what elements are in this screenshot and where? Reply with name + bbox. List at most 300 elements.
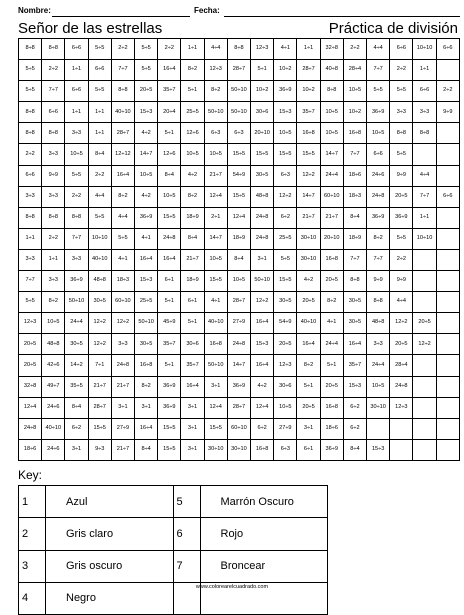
grid-cell[interactable]: 16÷8 bbox=[297, 123, 320, 144]
grid-cell[interactable]: 2÷2 bbox=[390, 60, 413, 81]
grid-cell[interactable]: 40÷10 bbox=[204, 313, 227, 334]
grid-cell[interactable]: 16÷4 bbox=[251, 355, 274, 376]
grid-cell[interactable]: 16÷4 bbox=[158, 60, 181, 81]
grid-cell[interactable]: 10÷5 bbox=[204, 249, 227, 270]
grid-cell[interactable]: 18÷6 bbox=[19, 439, 42, 460]
grid-cell[interactable] bbox=[413, 355, 436, 376]
grid-cell[interactable]: 28÷7 bbox=[111, 123, 134, 144]
grid-cell[interactable]: 10÷2 bbox=[251, 81, 274, 102]
grid-cell[interactable]: 10÷10 bbox=[88, 228, 111, 249]
grid-cell[interactable]: 35÷7 bbox=[181, 355, 204, 376]
grid-cell[interactable]: 24÷4 bbox=[65, 313, 88, 334]
grid-cell[interactable]: 8÷4 bbox=[65, 397, 88, 418]
grid-cell[interactable]: 5÷5 bbox=[65, 165, 88, 186]
grid-cell[interactable]: 21÷7 bbox=[181, 249, 204, 270]
grid-cell[interactable]: 5÷5 bbox=[274, 249, 297, 270]
grid-cell[interactable] bbox=[413, 397, 436, 418]
grid-cell[interactable]: 8÷2 bbox=[181, 60, 204, 81]
grid-cell[interactable]: 36÷9 bbox=[274, 81, 297, 102]
grid-cell[interactable]: 2÷2 bbox=[158, 39, 181, 60]
grid-cell[interactable]: 30÷5 bbox=[135, 334, 158, 355]
grid-cell[interactable]: 4÷4 bbox=[204, 39, 227, 60]
grid-cell[interactable]: 15÷5 bbox=[204, 271, 227, 292]
grid-cell[interactable]: 10÷10 bbox=[413, 39, 436, 60]
grid-cell[interactable] bbox=[413, 376, 436, 397]
grid-cell[interactable]: 35÷7 bbox=[158, 334, 181, 355]
grid-cell[interactable]: 15÷3 bbox=[135, 271, 158, 292]
grid-cell[interactable]: 8÷4 bbox=[158, 165, 181, 186]
grid-cell[interactable] bbox=[413, 249, 436, 270]
grid-cell[interactable]: 8÷8 bbox=[65, 207, 88, 228]
grid-cell[interactable]: 10÷5 bbox=[42, 313, 65, 334]
grid-cell[interactable]: 30÷10 bbox=[297, 228, 320, 249]
grid-cell[interactable]: 40÷10 bbox=[297, 313, 320, 334]
grid-cell[interactable]: 40÷10 bbox=[88, 249, 111, 270]
grid-cell[interactable]: 15÷5 bbox=[227, 186, 250, 207]
grid-cell[interactable]: 9÷9 bbox=[367, 271, 390, 292]
grid-cell[interactable]: 6÷6 bbox=[88, 60, 111, 81]
grid-cell[interactable]: 5÷1 bbox=[181, 313, 204, 334]
grid-cell[interactable]: 8÷4 bbox=[227, 249, 250, 270]
grid-cell[interactable] bbox=[436, 207, 459, 228]
grid-cell[interactable]: 8÷2 bbox=[320, 292, 343, 313]
grid-cell[interactable]: 6÷2 bbox=[343, 397, 366, 418]
grid-cell[interactable]: 12÷3 bbox=[390, 397, 413, 418]
grid-cell[interactable]: 6÷2 bbox=[274, 207, 297, 228]
grid-cell[interactable]: 50÷10 bbox=[135, 313, 158, 334]
grid-cell[interactable]: 15÷5 bbox=[158, 207, 181, 228]
grid-cell[interactable]: 8÷8 bbox=[19, 102, 42, 123]
grid-cell[interactable]: 1÷1 bbox=[88, 102, 111, 123]
grid-cell[interactable]: 7÷7 bbox=[343, 249, 366, 270]
grid-cell[interactable]: 60÷10 bbox=[227, 418, 250, 439]
grid-cell[interactable]: 5÷5 bbox=[390, 81, 413, 102]
grid-cell[interactable]: 3÷3 bbox=[111, 334, 134, 355]
grid-cell[interactable]: 24÷8 bbox=[227, 334, 250, 355]
grid-cell[interactable]: 10÷10 bbox=[413, 228, 436, 249]
grid-cell[interactable]: 20÷5 bbox=[274, 334, 297, 355]
grid-cell[interactable] bbox=[436, 355, 459, 376]
grid-cell[interactable]: 21÷7 bbox=[88, 376, 111, 397]
grid-cell[interactable] bbox=[413, 292, 436, 313]
grid-cell[interactable]: 54÷9 bbox=[227, 165, 250, 186]
grid-cell[interactable]: 10÷5 bbox=[181, 144, 204, 165]
grid-cell[interactable]: 48÷8 bbox=[367, 313, 390, 334]
grid-cell[interactable]: 14÷7 bbox=[135, 144, 158, 165]
grid-cell[interactable]: 5÷1 bbox=[181, 81, 204, 102]
grid-cell[interactable]: 50÷10 bbox=[227, 81, 250, 102]
grid-cell[interactable]: 9÷9 bbox=[390, 271, 413, 292]
grid-cell[interactable]: 36÷9 bbox=[320, 439, 343, 460]
grid-cell[interactable]: 3÷1 bbox=[135, 397, 158, 418]
grid-cell[interactable]: 27÷9 bbox=[274, 418, 297, 439]
grid-cell[interactable]: 4÷4 bbox=[111, 207, 134, 228]
grid-cell[interactable]: 10÷5 bbox=[367, 376, 390, 397]
grid-cell[interactable]: 5÷5 bbox=[390, 228, 413, 249]
grid-cell[interactable]: 12÷2 bbox=[111, 313, 134, 334]
grid-cell[interactable]: 4÷1 bbox=[204, 292, 227, 313]
grid-cell[interactable]: 20÷5 bbox=[297, 397, 320, 418]
grid-cell[interactable]: 27÷9 bbox=[227, 313, 250, 334]
grid-cell[interactable] bbox=[436, 228, 459, 249]
grid-cell[interactable]: 5÷1 bbox=[158, 292, 181, 313]
grid-cell[interactable]: 12÷3 bbox=[19, 313, 42, 334]
grid-cell[interactable] bbox=[413, 439, 436, 460]
grid-cell[interactable]: 18÷9 bbox=[181, 207, 204, 228]
grid-cell[interactable]: 30÷5 bbox=[343, 292, 366, 313]
grid-cell[interactable]: 30÷10 bbox=[227, 439, 250, 460]
grid-cell[interactable]: 4÷2 bbox=[297, 271, 320, 292]
grid-cell[interactable]: 24÷4 bbox=[320, 334, 343, 355]
grid-cell[interactable]: 20÷5 bbox=[320, 271, 343, 292]
grid-cell[interactable]: 30÷6 bbox=[274, 376, 297, 397]
grid-cell[interactable]: 18÷9 bbox=[343, 228, 366, 249]
grid-cell[interactable]: 12÷4 bbox=[204, 186, 227, 207]
grid-cell[interactable]: 15÷3 bbox=[274, 102, 297, 123]
grid-cell[interactable]: 20÷5 bbox=[19, 355, 42, 376]
grid-cell[interactable]: 8÷8 bbox=[320, 81, 343, 102]
grid-cell[interactable]: 10÷5 bbox=[274, 397, 297, 418]
grid-cell[interactable]: 20÷10 bbox=[320, 228, 343, 249]
grid-cell[interactable]: 3÷1 bbox=[181, 439, 204, 460]
grid-cell[interactable]: 8÷4 bbox=[88, 144, 111, 165]
grid-cell[interactable]: 8÷8 bbox=[390, 123, 413, 144]
grid-cell[interactable]: 12÷2 bbox=[251, 292, 274, 313]
grid-cell[interactable]: 16÷4 bbox=[111, 165, 134, 186]
grid-cell[interactable]: 30÷5 bbox=[251, 165, 274, 186]
grid-cell[interactable]: 60÷10 bbox=[320, 186, 343, 207]
grid-cell[interactable]: 8÷2 bbox=[111, 186, 134, 207]
grid-cell[interactable]: 8÷4 bbox=[343, 439, 366, 460]
grid-cell[interactable]: 1÷1 bbox=[297, 39, 320, 60]
grid-cell[interactable]: 10÷5 bbox=[320, 102, 343, 123]
grid-cell[interactable]: 15÷5 bbox=[158, 439, 181, 460]
grid-cell[interactable]: 8÷8 bbox=[19, 123, 42, 144]
grid-cell[interactable]: 3÷3 bbox=[42, 186, 65, 207]
grid-cell[interactable]: 12÷4 bbox=[251, 397, 274, 418]
grid-cell[interactable] bbox=[413, 418, 436, 439]
grid-cell[interactable]: 35÷7 bbox=[343, 355, 366, 376]
grid-cell[interactable]: 3÷3 bbox=[19, 249, 42, 270]
grid-cell[interactable]: 8÷4 bbox=[343, 207, 366, 228]
grid-cell[interactable]: 25÷5 bbox=[274, 228, 297, 249]
grid-cell[interactable]: 10÷5 bbox=[158, 186, 181, 207]
grid-cell[interactable]: 8÷8 bbox=[19, 207, 42, 228]
grid-cell[interactable]: 10÷5 bbox=[135, 165, 158, 186]
grid-cell[interactable]: 12÷3 bbox=[204, 60, 227, 81]
grid-cell[interactable]: 30÷6 bbox=[181, 334, 204, 355]
grid-cell[interactable]: 3÷3 bbox=[390, 102, 413, 123]
grid-cell[interactable]: 4÷1 bbox=[135, 228, 158, 249]
grid-cell[interactable]: 5÷1 bbox=[320, 355, 343, 376]
grid-cell[interactable]: 40÷10 bbox=[42, 418, 65, 439]
grid-cell[interactable]: 12÷2 bbox=[88, 334, 111, 355]
grid-cell[interactable]: 3÷3 bbox=[367, 334, 390, 355]
grid-cell[interactable]: 5÷5 bbox=[19, 292, 42, 313]
grid-cell[interactable]: 28÷7 bbox=[88, 397, 111, 418]
grid-cell[interactable]: 3÷1 bbox=[65, 439, 88, 460]
grid-cell[interactable]: 1÷1 bbox=[42, 249, 65, 270]
grid-cell[interactable]: 24÷8 bbox=[19, 418, 42, 439]
grid-cell[interactable]: 5÷5 bbox=[88, 81, 111, 102]
grid-cell[interactable]: 2÷1 bbox=[204, 207, 227, 228]
grid-cell[interactable]: 30÷5 bbox=[88, 292, 111, 313]
grid-cell[interactable]: 8÷8 bbox=[111, 81, 134, 102]
grid-cell[interactable]: 30÷5 bbox=[343, 313, 366, 334]
grid-cell[interactable]: 24÷4 bbox=[320, 165, 343, 186]
grid-cell[interactable]: 24÷6 bbox=[367, 165, 390, 186]
grid-cell[interactable]: 6÷6 bbox=[65, 39, 88, 60]
grid-cell[interactable]: 6÷6 bbox=[436, 39, 459, 60]
grid-cell[interactable]: 4÷2 bbox=[135, 186, 158, 207]
grid-cell[interactable]: 16÷4 bbox=[158, 249, 181, 270]
grid-cell[interactable]: 5÷5 bbox=[135, 60, 158, 81]
grid-cell[interactable]: 18÷9 bbox=[227, 228, 250, 249]
grid-cell[interactable]: 36÷9 bbox=[158, 397, 181, 418]
grid-cell[interactable]: 16÷8 bbox=[343, 123, 366, 144]
grid-cell[interactable]: 7÷7 bbox=[65, 228, 88, 249]
grid-cell[interactable]: 36÷9 bbox=[367, 207, 390, 228]
grid-cell[interactable]: 2÷2 bbox=[42, 228, 65, 249]
grid-cell[interactable]: 5÷5 bbox=[367, 81, 390, 102]
grid-cell[interactable]: 21÷7 bbox=[111, 376, 134, 397]
grid-cell[interactable]: 21÷7 bbox=[297, 207, 320, 228]
grid-cell[interactable]: 10÷5 bbox=[343, 81, 366, 102]
grid-cell[interactable]: 6÷6 bbox=[413, 81, 436, 102]
grid-cell[interactable]: 12÷2 bbox=[274, 186, 297, 207]
grid-cell[interactable]: 5÷5 bbox=[88, 207, 111, 228]
grid-cell[interactable]: 16÷8 bbox=[204, 334, 227, 355]
grid-cell[interactable]: 8÷8 bbox=[42, 207, 65, 228]
grid-cell[interactable]: 1÷1 bbox=[65, 60, 88, 81]
grid-cell[interactable]: 8÷8 bbox=[413, 123, 436, 144]
grid-cell[interactable]: 8÷4 bbox=[181, 228, 204, 249]
grid-cell[interactable]: 30÷5 bbox=[65, 334, 88, 355]
grid-cell[interactable]: 2÷2 bbox=[42, 60, 65, 81]
grid-cell[interactable]: 40÷10 bbox=[111, 102, 134, 123]
grid-cell[interactable]: 32÷8 bbox=[19, 376, 42, 397]
grid-cell[interactable]: 5÷5 bbox=[111, 228, 134, 249]
grid-cell[interactable]: 21÷7 bbox=[204, 165, 227, 186]
grid-cell[interactable]: 10÷5 bbox=[204, 144, 227, 165]
grid-cell[interactable]: 6÷2 bbox=[65, 418, 88, 439]
grid-cell[interactable]: 8÷4 bbox=[135, 439, 158, 460]
grid-cell[interactable]: 18÷9 bbox=[181, 271, 204, 292]
grid-cell[interactable]: 6÷1 bbox=[181, 292, 204, 313]
grid-cell[interactable]: 28÷4 bbox=[390, 355, 413, 376]
grid-cell[interactable]: 20÷5 bbox=[135, 81, 158, 102]
grid-cell[interactable]: 15÷3 bbox=[343, 376, 366, 397]
grid-cell[interactable]: 10÷2 bbox=[297, 81, 320, 102]
grid-cell[interactable]: 12÷3 bbox=[274, 355, 297, 376]
grid-cell[interactable]: 36÷9 bbox=[65, 271, 88, 292]
grid-cell[interactable]: 20÷10 bbox=[251, 123, 274, 144]
grid-cell[interactable]: 6÷3 bbox=[274, 165, 297, 186]
grid-cell[interactable] bbox=[436, 334, 459, 355]
grid-cell[interactable]: 8÷8 bbox=[367, 292, 390, 313]
grid-cell[interactable]: 10÷5 bbox=[367, 123, 390, 144]
grid-cell[interactable]: 5÷5 bbox=[19, 81, 42, 102]
grid-cell[interactable]: 8÷2 bbox=[367, 228, 390, 249]
grid-cell[interactable]: 16÷8 bbox=[320, 249, 343, 270]
grid-cell[interactable]: 16÷4 bbox=[135, 249, 158, 270]
grid-cell[interactable] bbox=[390, 439, 413, 460]
grid-cell[interactable]: 6÷2 bbox=[251, 418, 274, 439]
grid-cell[interactable]: 12÷12 bbox=[111, 144, 134, 165]
grid-cell[interactable]: 6÷6 bbox=[367, 144, 390, 165]
grid-cell[interactable] bbox=[436, 313, 459, 334]
grid-cell[interactable]: 36÷9 bbox=[158, 376, 181, 397]
grid-cell[interactable]: 8÷8 bbox=[227, 39, 250, 60]
grid-cell[interactable]: 9÷3 bbox=[88, 439, 111, 460]
grid-cell[interactable]: 1÷1 bbox=[181, 39, 204, 60]
grid-cell[interactable]: 42÷6 bbox=[42, 355, 65, 376]
grid-cell[interactable]: 2÷2 bbox=[111, 39, 134, 60]
grid-cell[interactable]: 1÷1 bbox=[413, 207, 436, 228]
grid-cell[interactable]: 50÷10 bbox=[65, 292, 88, 313]
grid-cell[interactable]: 20÷5 bbox=[413, 313, 436, 334]
grid-cell[interactable]: 7÷7 bbox=[111, 60, 134, 81]
grid-cell[interactable]: 18÷3 bbox=[111, 271, 134, 292]
grid-cell[interactable]: 16÷8 bbox=[135, 355, 158, 376]
grid-cell[interactable]: 24÷8 bbox=[251, 207, 274, 228]
grid-cell[interactable]: 16÷4 bbox=[181, 376, 204, 397]
grid-cell[interactable]: 8÷2 bbox=[297, 355, 320, 376]
grid-cell[interactable]: 16÷4 bbox=[343, 334, 366, 355]
grid-cell[interactable]: 8÷2 bbox=[135, 376, 158, 397]
grid-cell[interactable]: 35÷7 bbox=[158, 81, 181, 102]
grid-cell[interactable] bbox=[413, 144, 436, 165]
grid-cell[interactable]: 30÷10 bbox=[297, 249, 320, 270]
grid-cell[interactable]: 32÷8 bbox=[320, 39, 343, 60]
grid-cell[interactable]: 15÷5 bbox=[297, 144, 320, 165]
grid-cell[interactable]: 4÷1 bbox=[320, 313, 343, 334]
grid-cell[interactable]: 16÷8 bbox=[320, 397, 343, 418]
grid-cell[interactable]: 15÷5 bbox=[274, 271, 297, 292]
grid-cell[interactable]: 50÷10 bbox=[204, 355, 227, 376]
grid-cell[interactable]: 7÷7 bbox=[343, 144, 366, 165]
grid-cell[interactable]: 4÷2 bbox=[135, 123, 158, 144]
grid-cell[interactable]: 1÷1 bbox=[88, 123, 111, 144]
grid-cell[interactable]: 12÷6 bbox=[158, 144, 181, 165]
grid-cell[interactable]: 12÷2 bbox=[390, 313, 413, 334]
grid-cell[interactable]: 4÷1 bbox=[111, 249, 134, 270]
grid-cell[interactable]: 14÷2 bbox=[65, 355, 88, 376]
grid-cell[interactable]: 48÷8 bbox=[88, 271, 111, 292]
grid-cell[interactable]: 8÷8 bbox=[42, 123, 65, 144]
grid-cell[interactable]: 30÷5 bbox=[274, 292, 297, 313]
grid-cell[interactable]: 15÷3 bbox=[367, 439, 390, 460]
grid-cell[interactable]: 35÷7 bbox=[297, 102, 320, 123]
grid-cell[interactable]: 7÷7 bbox=[367, 249, 390, 270]
grid-cell[interactable]: 2÷2 bbox=[88, 165, 111, 186]
grid-cell[interactable]: 3÷3 bbox=[65, 249, 88, 270]
grid-cell[interactable]: 2÷2 bbox=[65, 186, 88, 207]
grid-cell[interactable]: 24÷8 bbox=[158, 228, 181, 249]
grid-cell[interactable]: 15÷5 bbox=[251, 144, 274, 165]
grid-cell[interactable]: 14÷7 bbox=[297, 186, 320, 207]
grid-cell[interactable]: 50÷10 bbox=[204, 102, 227, 123]
grid-cell[interactable]: 50÷10 bbox=[227, 102, 250, 123]
grid-cell[interactable]: 2÷2 bbox=[19, 144, 42, 165]
grid-cell[interactable]: 16÷4 bbox=[135, 418, 158, 439]
grid-cell[interactable]: 9÷9 bbox=[390, 165, 413, 186]
grid-cell[interactable]: 49÷7 bbox=[42, 376, 65, 397]
grid-cell[interactable] bbox=[436, 271, 459, 292]
grid-cell[interactable] bbox=[436, 376, 459, 397]
grid-cell[interactable]: 12÷2 bbox=[413, 334, 436, 355]
grid-cell[interactable]: 8÷8 bbox=[343, 271, 366, 292]
grid-cell[interactable]: 3÷3 bbox=[42, 144, 65, 165]
grid-cell[interactable]: 12÷3 bbox=[251, 39, 274, 60]
grid-cell[interactable]: 7÷7 bbox=[367, 60, 390, 81]
grid-cell[interactable]: 6÷6 bbox=[42, 102, 65, 123]
grid-cell[interactable]: 8÷2 bbox=[204, 81, 227, 102]
grid-cell[interactable] bbox=[436, 123, 459, 144]
grid-cell[interactable]: 3÷3 bbox=[19, 186, 42, 207]
grid-cell[interactable]: 15÷5 bbox=[158, 418, 181, 439]
grid-cell[interactable]: 18÷3 bbox=[343, 186, 366, 207]
grid-cell[interactable]: 21÷7 bbox=[320, 207, 343, 228]
grid-cell[interactable]: 14÷7 bbox=[227, 355, 250, 376]
grid-cell[interactable]: 1÷1 bbox=[65, 102, 88, 123]
grid-cell[interactable]: 18÷6 bbox=[343, 165, 366, 186]
grid-cell[interactable]: 24÷4 bbox=[367, 355, 390, 376]
grid-cell[interactable]: 3÷3 bbox=[42, 271, 65, 292]
grid-cell[interactable]: 28÷7 bbox=[297, 60, 320, 81]
grid-cell[interactable]: 4÷2 bbox=[251, 376, 274, 397]
grid-cell[interactable]: 9÷9 bbox=[436, 102, 459, 123]
grid-cell[interactable]: 6÷6 bbox=[390, 39, 413, 60]
grid-cell[interactable]: 4÷4 bbox=[88, 186, 111, 207]
grid-cell[interactable]: 16÷4 bbox=[251, 313, 274, 334]
grid-cell[interactable]: 24÷6 bbox=[42, 439, 65, 460]
grid-cell[interactable]: 5÷5 bbox=[390, 144, 413, 165]
grid-cell[interactable]: 25÷5 bbox=[181, 102, 204, 123]
grid-cell[interactable]: 10÷5 bbox=[227, 271, 250, 292]
grid-cell[interactable]: 35÷5 bbox=[65, 376, 88, 397]
grid-cell[interactable]: 2÷2 bbox=[436, 81, 459, 102]
grid-cell[interactable] bbox=[436, 292, 459, 313]
grid-cell[interactable]: 10÷5 bbox=[320, 123, 343, 144]
grid-cell[interactable]: 12÷2 bbox=[297, 165, 320, 186]
grid-cell[interactable]: 5÷1 bbox=[158, 355, 181, 376]
grid-cell[interactable]: 6÷6 bbox=[65, 81, 88, 102]
grid-cell[interactable]: 25÷5 bbox=[135, 292, 158, 313]
grid-cell[interactable]: 28÷4 bbox=[343, 60, 366, 81]
grid-cell[interactable]: 4÷4 bbox=[413, 165, 436, 186]
grid-cell[interactable]: 20÷4 bbox=[158, 102, 181, 123]
grid-cell[interactable]: 48÷8 bbox=[251, 186, 274, 207]
grid-cell[interactable]: 36÷9 bbox=[367, 102, 390, 123]
grid-cell[interactable]: 15÷5 bbox=[88, 418, 111, 439]
grid-cell[interactable]: 4÷4 bbox=[367, 39, 390, 60]
grid-cell[interactable]: 10÷2 bbox=[343, 102, 366, 123]
grid-cell[interactable]: 40÷8 bbox=[320, 60, 343, 81]
grid-cell[interactable]: 5÷5 bbox=[135, 39, 158, 60]
grid-cell[interactable]: 5÷1 bbox=[158, 123, 181, 144]
grid-cell[interactable] bbox=[436, 418, 459, 439]
grid-cell[interactable]: 6÷6 bbox=[436, 186, 459, 207]
grid-cell[interactable]: 6÷6 bbox=[19, 165, 42, 186]
grid-cell[interactable]: 50÷10 bbox=[251, 271, 274, 292]
grid-cell[interactable] bbox=[436, 249, 459, 270]
grid-cell[interactable]: 20÷5 bbox=[390, 334, 413, 355]
grid-cell[interactable]: 24÷6 bbox=[42, 397, 65, 418]
grid-cell[interactable]: 16÷4 bbox=[297, 334, 320, 355]
grid-cell[interactable]: 7÷1 bbox=[88, 355, 111, 376]
grid-cell[interactable]: 6÷3 bbox=[204, 123, 227, 144]
